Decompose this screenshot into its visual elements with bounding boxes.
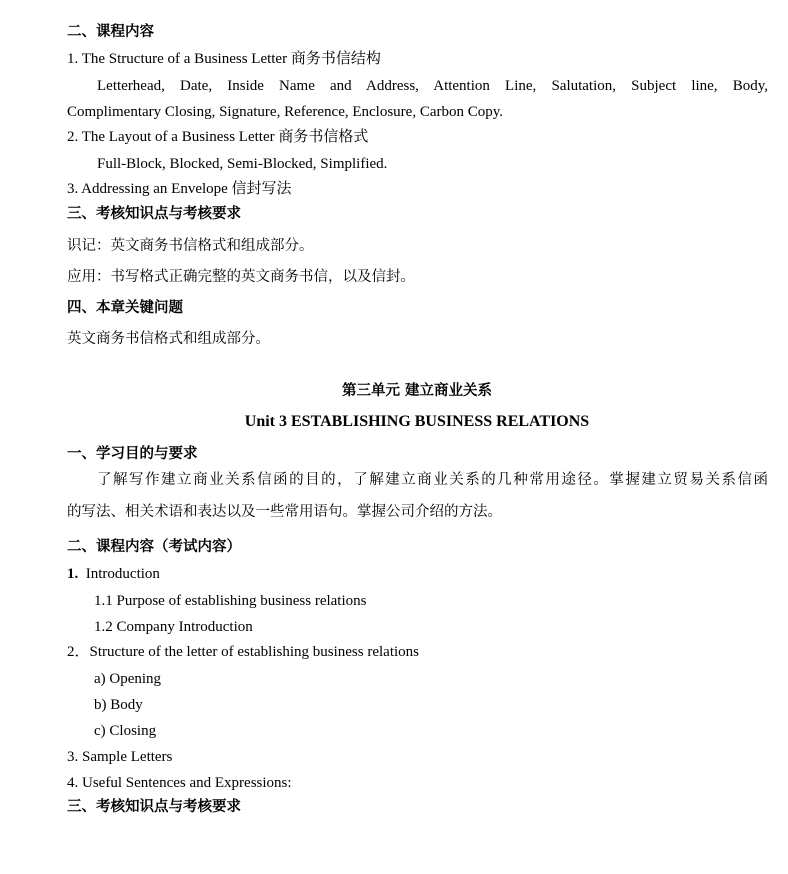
list-item-closing: c) Closing (94, 723, 157, 739)
section-heading-course-content: 二、课程内容 (67, 24, 154, 40)
list-item-company-intro: 1.2 Company Introduction (94, 619, 253, 635)
list-item-structure-detail-b: Complimentary Closing, Signature, Reference, Enclosure, Carbon Copy. (67, 104, 504, 120)
list-item-useful-sentences: 4. Useful Sentences and Expressions: (67, 775, 292, 791)
list-item-layout: 2. The Layout of a Business Letter 商务书信格式 (67, 129, 369, 145)
list-item-letter-structure: 2．Structure of the letter of establishing business relations (67, 644, 420, 660)
section-heading-objectives: 一、学习目的与要求 (67, 446, 198, 462)
list-item-label: Introduction (85, 566, 160, 582)
assessment-apply: 应用：书写格式正确完整的英文商务书信，以及信封。 (67, 269, 415, 285)
section-heading-key-issues: 四、本章关键问题 (67, 300, 183, 316)
list-item-sample-letters: 3. Sample Letters (67, 749, 173, 765)
list-item-purpose: 1.1 Purpose of establishing business relations (94, 593, 367, 609)
list-item-envelope: 3. Addressing an Envelope 信封写法 (67, 181, 292, 197)
list-item-layout-detail: Full-Block, Blocked, Semi-Blocked, Simplified. (97, 156, 388, 172)
unit-title-en: Unit 3 ESTABLISHING BUSINESS RELATIONS (244, 413, 590, 430)
section-heading-assessment-2: 三、考核知识点与考核要求 (67, 799, 241, 815)
section-heading-assessment: 三、考核知识点与考核要求 (67, 206, 241, 222)
list-number: 1. (67, 566, 79, 582)
assessment-memorize: 识记：英文商务书信格式和组成部分。 (67, 238, 314, 254)
section-heading-exam-content: 二、课程内容（考试内容） (67, 539, 241, 555)
key-issue-text: 英文商务书信格式和组成部分。 (67, 331, 270, 347)
list-item-structure-detail-a: Letterhead, Date, Inside Name and Address, Attention Line, Salutation, Subject line, Body, (97, 78, 768, 94)
objectives-paragraph-b: 的写法、相关术语和表达以及一些常用语句。掌握公司介绍的方法。 (67, 504, 502, 520)
list-item-opening: a) Opening (94, 671, 162, 687)
list-item-body: b) Body (94, 697, 143, 713)
list-item-introduction (67, 564, 160, 584)
unit-title-cn: 第三单元 建立商业关系 (341, 383, 493, 399)
objectives-paragraph-a: 了解写作建立商业关系信函的目的，了解建立商业关系的几种常用途径。掌握建立贸易关系信函 (97, 472, 768, 488)
list-item-structure: 1. The Structure of a Business Letter 商务书信结构 (67, 51, 381, 67)
